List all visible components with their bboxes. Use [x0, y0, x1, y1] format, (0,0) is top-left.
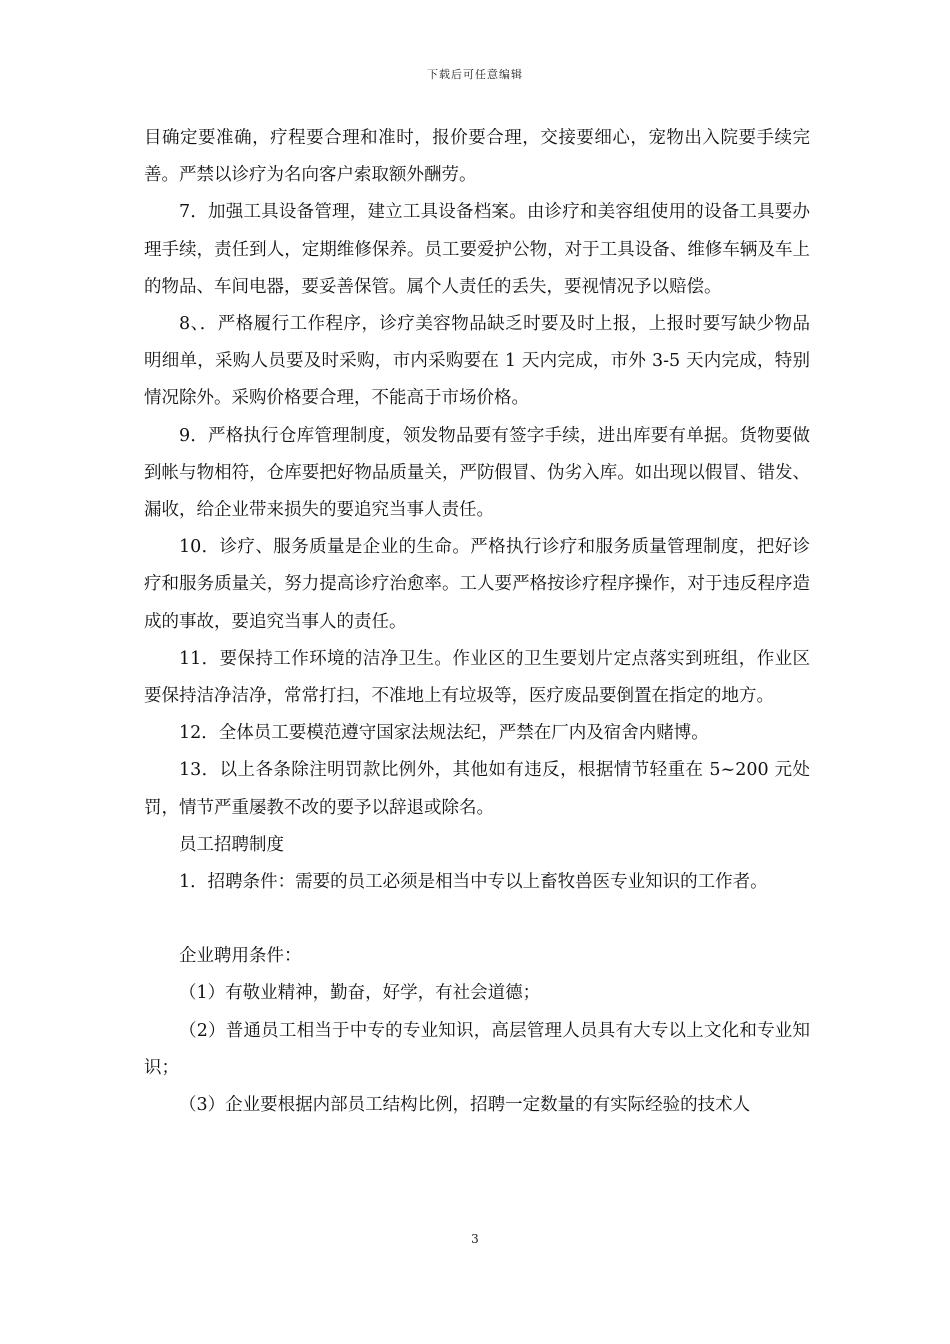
- hiring-condition-2: （2）普通员工相当于中专的专业知识，高层管理人员具有大专以上文化和专业知识；: [144, 1020, 810, 1078]
- paragraph-item-9: 9．严格执行仓库管理制度，领发物品要有签字手续，进出库要有单据。货物要做到帐与物相符，仓库要把好物品质量关，严防假冒、伪劣入库。如出现以假冒、错发、漏收，给企业带来损失的要追究当事人责任。: [144, 425, 810, 521]
- page-number: 3: [471, 1232, 479, 1246]
- paragraph-continuation: 目确定要准确，疗程要合理和准时，报价要合理，交接要细心，宠物出入院要手续完善。严禁以诊疗为名向客户索取额外酬劳。: [144, 128, 810, 186]
- hiring-condition-1: （1）有敬业精神，勤奋，好学，有社会道德；: [179, 983, 541, 1004]
- paragraph-item-8: 8、．严格履行工作程序，诊疗美容物品缺乏时要及时上报，上报时要写缺少物品明细单，采购人员要及时采购，市内采购要在 1 天内完成，市外 3-5 天内完成，特别情况除外。采购价格要合理，不能高于市场价格。: [144, 314, 810, 409]
- recruitment-condition-1: 1．招聘条件：需要的员工必须是相当中专以上畜牧兽医专业知识的工作者。: [179, 872, 768, 893]
- document-body: [144, 120, 810, 1124]
- paragraph-item-12: 12．全体员工要模范遵守国家法规法纪，严禁在厂内及宿舍内赌博。: [179, 723, 709, 744]
- section-heading-hiring-conditions: 企业聘用条件：: [179, 946, 302, 967]
- paragraph-item-11: 11．要保持工作环境的洁净卫生。作业区的卫生要划片定点落实到班组，作业区要保持洁净洁净，常常打扫，不准地上有垃圾等，医疗废品要倒置在指定的地方。: [144, 648, 810, 707]
- page-header: 下载后可任意编辑: [427, 68, 523, 81]
- paragraph-item-13: 13．以上各条除注明罚款比例外，其他如有违反，根据情节轻重在 5~200 元处罚，情节严重屡教不改的要予以辞退或除名。: [144, 760, 810, 818]
- section-heading-recruitment: 员工招聘制度: [179, 834, 284, 855]
- hiring-condition-3: （3）企业要根据内部员工结构比例，招聘一定数量的有实际经验的技术人: [179, 1095, 751, 1116]
- paragraph-item-10: 10．诊疗、服务质量是企业的生命。严格执行诊疗和服务质量管理制度，把好诊疗和服务质量关，努力提高诊疗治愈率。工人要严格按诊疗程序操作，对于违反程序造成的事故，要追究当事人的责任。: [144, 537, 810, 632]
- paragraph-item-7: 7．加强工具设备管理，建立工具设备档案。由诊疗和美容组使用的设备工具要办理手续，责任到人，定期维修保养。员工要爱护公物，对于工具设备、维修车辆及车上的物品、车间电器，要妥善保管。属个人责任的丢失，要视情况予以赔偿。: [144, 202, 810, 297]
